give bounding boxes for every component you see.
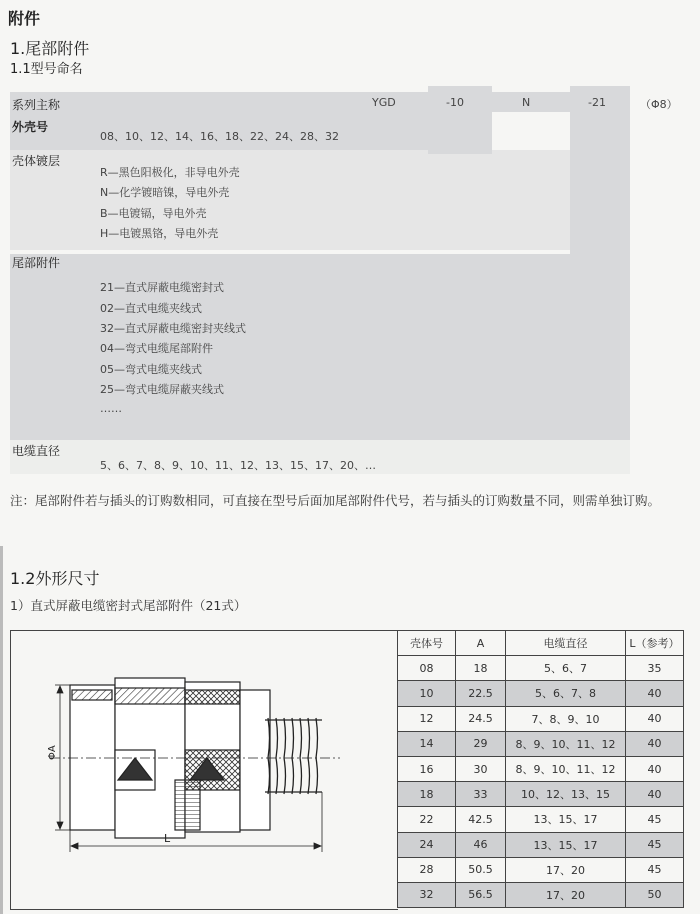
table-cell: 22.5 bbox=[456, 681, 506, 706]
header-cell: L（参考） bbox=[626, 631, 684, 656]
table-cell: 45 bbox=[626, 832, 684, 857]
table-cell: 10、12、13、15 bbox=[506, 782, 626, 807]
code-tail: -21 bbox=[588, 96, 606, 109]
table-cell: 50 bbox=[626, 882, 684, 907]
table-cell: 45 bbox=[626, 857, 684, 882]
section-title: 1.2外形尺寸 bbox=[10, 569, 100, 588]
group-item: 32—直式屏蔽电缆密封夹线式 bbox=[100, 322, 246, 335]
table-row bbox=[398, 882, 684, 907]
group-label: 尾部附件 bbox=[12, 256, 61, 270]
code-plating: N bbox=[522, 96, 531, 109]
table-cell: 5、6、7、8 bbox=[506, 681, 626, 706]
table-cell: 16 bbox=[398, 756, 456, 781]
table-cell: 5、6、7 bbox=[506, 656, 626, 681]
series-label: 系列主称 bbox=[12, 98, 61, 112]
code-cable: （Φ8） bbox=[640, 98, 678, 111]
group-item: R—黑色阳极化，非导电外壳 bbox=[100, 166, 240, 179]
table-cell: 40 bbox=[626, 782, 684, 807]
left-margin-bar bbox=[0, 546, 3, 914]
note-text: 注：尾部附件若与插头的订购数相同，可直接在型号后面加尾部附件代号，若与插头的订购数量不同，则需单独订购。 bbox=[10, 493, 661, 508]
table-cell: 7、8、9、10 bbox=[506, 706, 626, 731]
table-cell: 29 bbox=[456, 731, 506, 756]
table-cell: 28 bbox=[398, 857, 456, 882]
table-cell: 42.5 bbox=[456, 807, 506, 832]
table-row bbox=[398, 782, 684, 807]
header-cell: A bbox=[456, 631, 506, 656]
shade-series-row bbox=[10, 92, 630, 112]
table-cell: 22 bbox=[398, 807, 456, 832]
table-cell: 32 bbox=[398, 882, 456, 907]
table-cell: 30 bbox=[456, 756, 506, 781]
group-label: 外壳号 bbox=[12, 120, 49, 134]
group-label: 壳体镀层 bbox=[12, 154, 61, 168]
code-series: YGD bbox=[372, 96, 396, 109]
table-row bbox=[398, 832, 684, 857]
table-cell: 45 bbox=[626, 807, 684, 832]
page-heading: 附件 bbox=[8, 9, 41, 28]
table-row bbox=[398, 656, 684, 681]
shade-col-21 bbox=[570, 86, 630, 254]
group-item: 5、6、7、8、9、10、11、12、13、15、17、20、… bbox=[100, 459, 376, 472]
table-cell: 40 bbox=[626, 756, 684, 781]
table-cell: 46 bbox=[456, 832, 506, 857]
item-caption: 1）直式屏蔽电缆密封式尾部附件（21式） bbox=[10, 598, 247, 613]
cable-spring bbox=[265, 718, 322, 794]
table-row bbox=[398, 731, 684, 756]
table-cell: 10 bbox=[398, 681, 456, 706]
group-item: H—电镀黑铬，导电外壳 bbox=[100, 227, 219, 240]
table-cell: 33 bbox=[456, 782, 506, 807]
header-cell: 壳体号 bbox=[398, 631, 456, 656]
table-cell: 18 bbox=[456, 656, 506, 681]
table-cell: 24 bbox=[398, 832, 456, 857]
dim-a-label: ΦA bbox=[47, 745, 58, 760]
table-cell: 40 bbox=[626, 681, 684, 706]
table-cell: 18 bbox=[398, 782, 456, 807]
group-item: 08、10、12、14、16、18、22、24、28、32 bbox=[100, 130, 339, 143]
group-item: B—电镀镉，导电外壳 bbox=[100, 207, 207, 220]
section-title: 1.尾部附件 bbox=[10, 39, 90, 58]
table-row bbox=[398, 756, 684, 781]
table-row bbox=[398, 857, 684, 882]
dim-l-label: L bbox=[164, 832, 171, 845]
table-cell: 14 bbox=[398, 731, 456, 756]
table-header-row bbox=[398, 631, 684, 656]
header-cell: 电缆直径 bbox=[506, 631, 626, 656]
table-cell: 50.5 bbox=[456, 857, 506, 882]
group-item: N—化学镀暗镍，导电外壳 bbox=[100, 186, 230, 199]
table-cell: 8、9、10、11、12 bbox=[506, 756, 626, 781]
table-cell: 8、9、10、11、12 bbox=[506, 731, 626, 756]
table-cell: 17、20 bbox=[506, 857, 626, 882]
connector-drawing bbox=[10, 630, 398, 910]
table-cell: 17、20 bbox=[506, 882, 626, 907]
group-label: 电缆直径 bbox=[12, 444, 61, 458]
subsection-title: 1.1型号命名 bbox=[10, 62, 83, 77]
table-row bbox=[398, 681, 684, 706]
group-item: 21—直式屏蔽电缆密封式 bbox=[100, 281, 224, 294]
table-row bbox=[398, 807, 684, 832]
table-row bbox=[398, 706, 684, 731]
table-cell: 13、15、17 bbox=[506, 807, 626, 832]
group-item: …… bbox=[100, 402, 122, 415]
dimension-table bbox=[397, 630, 684, 908]
connector-body bbox=[50, 678, 340, 838]
group-item: 25—弯式电缆屏蔽夹线式 bbox=[100, 383, 224, 396]
table-cell: 24.5 bbox=[456, 706, 506, 731]
table-cell: 08 bbox=[398, 656, 456, 681]
group-item: 04—弯式电缆尾部附件 bbox=[100, 342, 213, 355]
table-cell: 35 bbox=[626, 656, 684, 681]
table-cell: 56.5 bbox=[456, 882, 506, 907]
table-cell: 40 bbox=[626, 706, 684, 731]
shade-plating-band bbox=[10, 150, 570, 250]
table-cell: 40 bbox=[626, 731, 684, 756]
group-item: 05—弯式电缆夹线式 bbox=[100, 363, 202, 376]
table-cell: 13、15、17 bbox=[506, 832, 626, 857]
table-cell: 12 bbox=[398, 706, 456, 731]
code-shell: -10 bbox=[446, 96, 464, 109]
group-item: 02—直式电缆夹线式 bbox=[100, 302, 202, 315]
